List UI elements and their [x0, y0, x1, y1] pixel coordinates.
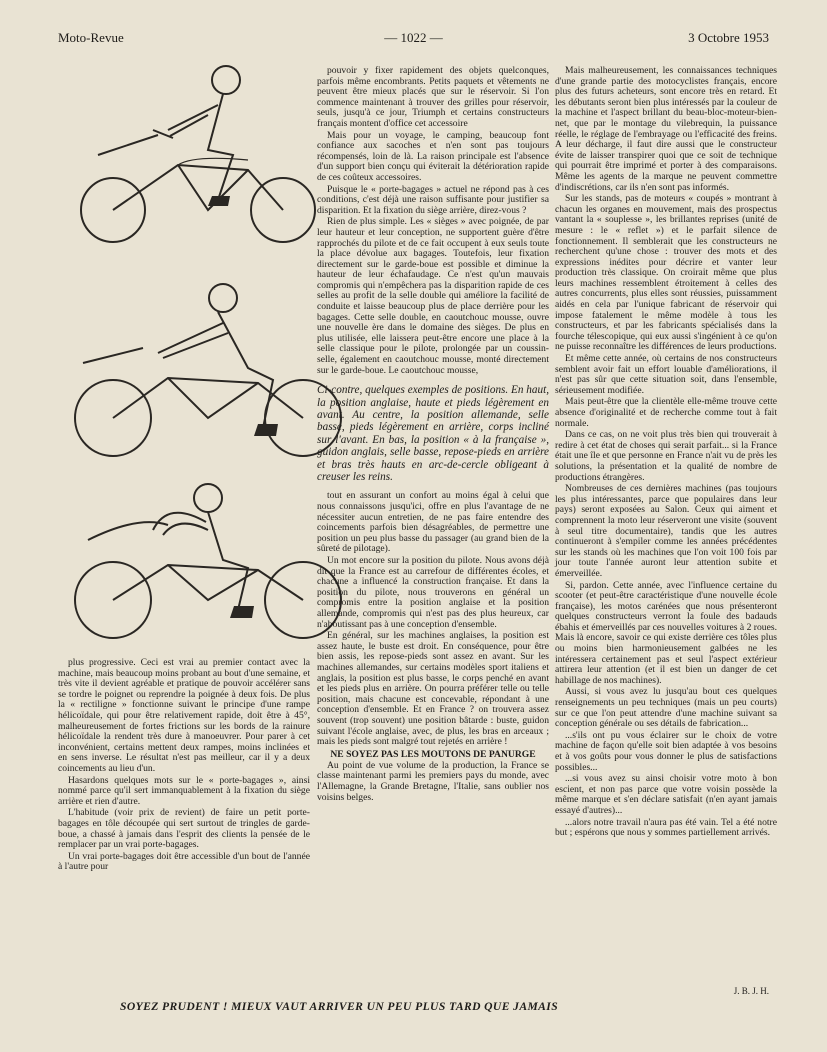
- paragraph: Aussi, si vous avez lu jusqu'au bout ces quelques renseignements un peu techniques (mais un peu courts) sur ce que l'on peut attendre d'une machine suivant sa conception générale ou ses détails de fabrication...: [555, 686, 777, 730]
- author-signature: J. B. J. H.: [733, 986, 769, 996]
- footer-slogan: SOYEZ PRUDENT ! MIEUX VAUT ARRIVER UN PEU PLUS TARD QUE JAMAIS: [120, 1000, 559, 1013]
- paragraph: Si, pardon. Cette année, avec l'influence certaine du scooter (et peut-être caractéristique d'une nouvelle école française), les motos carénées que nous présenteront quelques constructeurs verront la foule des badauds ébahis et émerveillés par ces nouvelles voitures à 2 roues. Mais là encore, savoir ce qui existe derrière ces tôles plus ou moins bien harmonieusement galbées ne les intéressera certainement pas et seul l'aspect extérieur attirera leur attention (et il est bien un danger de cet habillage de nos machines).: [555, 579, 777, 686]
- illustration-caption: Ci-contre, quelques exemples de positions. En haut, la position anglaise, haute et pieds légèrement en avant. Au centre, la position allemande, selle basse, pieds légèrement en arrière, corps incliné sur l'avant. En bas, la position « à la française », guidon anglais, selle basse, repose-pieds en arrière et bras très hauts en arc-de-cercle obligeant à creuser les reins.: [317, 384, 549, 484]
- paragraph: Mais peut-être que la clientèle elle-même trouve cette absence d'originalité et de recherche comme tout à fait normale.: [555, 396, 777, 429]
- paragraph: pouvoir y fixer rapidement des objets quelconques, parfois même encombrants. Petits paquets et vêtements ne peuvent être mieux placés que sur le réservoir. Si l'on commence maintenant à trouver des grilles pour réservoir, seuls, jusqu'à ce jour, Triumph et certains constructeurs français montent d'office cet accessoire: [317, 65, 549, 129]
- magazine-title: Moto-Revue: [58, 30, 124, 45]
- paragraph: Puisque le « porte-bagages » actuel ne répond pas à ces conditions, c'est déjà une raison suffisante pour justifier sa disparition. Et la fixation du siège arrière, direz-vous ?: [317, 183, 549, 216]
- rider-german-position-illustration: [58, 268, 348, 478]
- page-header: [58, 30, 769, 50]
- paragraph: Hasardons quelques mots sur le « porte-bagages », ainsi nommé parce qu'il sert immanquablement à la fixation du siège arrière et rien d'autre.: [58, 774, 310, 807]
- article-column-3: [555, 66, 777, 840]
- article-column-1: [58, 658, 310, 874]
- paragraph: ...si vous avez su ainsi choisir votre moto à bon escient, et non pas parce que votre voisin possède la même marque et s'en déclare satisfait (n'en ayant jamais essayé d'autres)...: [555, 773, 777, 816]
- rider-english-position-illustration: [58, 60, 348, 250]
- page-number: — 1022 —: [384, 30, 443, 45]
- issue-date: 3 Octobre 1953: [688, 30, 769, 45]
- paragraph: Au point de vue volume de la production, la France se classe maintenant parmi les premiers pays du monde, avec l'Allemagne, la Grande Bretagne, l'Italie, sans oublier nos voisins belges.: [317, 759, 549, 803]
- paragraph: Sur les stands, pas de moteurs « coupés » montrant à chacun les organes en mouvement, mais des prospectus vantant la « souplesse », les brillantes reprises (unité de mesure : le « reflet ») et le parfait silence de fonctionnement. Il semblerait que les constructeurs ne recherchent qu'une chose : trouver des mots et des expressions inédites pour décrire et vanter leur production très classique. On croirait même que plus leurs machines ressemblent étroitement à celles des autres concurrents, plus elles sont réussies, puissamment aidés en cela par l'unique fabricant de réservoir qui impose fatalement le même modèle à tous les constructeurs, et par les fabricants spécialisés dans la fourche télescopique, qui eux aussi s'ingénient à ce qu'on ne puisse reconnaître les différences de leurs productions.: [555, 193, 777, 353]
- paragraph: L'habitude (voir prix de revient) de faire un petit porte-bagages en tôle découpée qui sert surtout de tringles de garde-boue, a chassé à jamais dans l'esprit des clients la pensée de le remplacer par un vrai porte-bagages.: [58, 807, 310, 851]
- section-subheading: NE SOYEZ PAS LES MOUTONS DE PANURGE: [330, 748, 536, 760]
- paragraph: Un mot encore sur la position du pilote. Nous avons déjà dit que la France est au carrefour de différentes écoles, et chacune a influencé la construction française. Et dans la position du pilote, nous trouverons en général un compromis entre la position anglaise et la position allemande, compromis qui n'est pas des plus heureux, car n'aboutissant pas à une conception d'ensemble.: [317, 555, 549, 630]
- paragraph: plus progressive. Ceci est vrai au premier contact avec la machine, mais beaucoup moins probant au bout d'une semaine, et très vite il devient agréable et pratique de pouvoir accélérer sans se tordre le poignet ou reprendre la poignée à deux fois. De plus la « rectiligne » fonctionne suivant le principe d'une rampe hélicoïdale, qui pour être relativement rapide, doit être à 45°, malheureusement de fortes frictions sur les bords de la rainure hélicoïdale la rendent très dure à manoeuvrer. Pour parer à cet inconvénient, certains mettent deux rampes, moins inclinées et en sens inverse. Le résultat n'est pas meilleur, car il y a deux coincements au lieu d'un.: [58, 657, 310, 774]
- paragraph: Un vrai porte-bagages doit être accessible d'un bout de l'année à l'autre pour: [58, 850, 310, 873]
- article-column-2: [317, 66, 549, 804]
- paragraph: Mais malheureusement, les connaissances techniques d'une grande partie des motocyclistes français, encore plus des futurs acheteurs, sont encore très en retard. Et les débutants seront bien plus intéressés par la couleur de la machine et l'aspect brillant du beau-bloc-moteur-bien-net, que par le montage du vilebrequin, la puissance réelle, le réglage de l'embrayage ou l'efficacité des freins. A leur décharge, il faut dire aussi que le constructeur évite de laisser transpirer quoi que ce soit de technique qui pourrait être imprimé et porter à des comparaisons. Même les agents de la marque ne peuvent commettre d'indiscrétions, car ils n'en sont pas informés.: [555, 65, 777, 193]
- paragraph: Et même cette année, où certains de nos constructeurs semblent avoir fait un effort louable d'améliorations, il n'est pas sûr que cette situation soit, dans l'ensemble, sérieusement modifiée.: [555, 353, 777, 396]
- paragraph: En général, sur les machines anglaises, la position est assez haute, le buste est droit. En conséquence, pour être bien assis, les repose-pieds sont assez en avant. Sur les machines allemandes, sur certains modèles sport italiens et anglais, la position est plus basse, le corps penché en avant et les pieds plus en arrière. On pourra préférer telle ou telle position, mais chacune est concevable, répondant à une conception d'ensemble. Et en France ? on trouvera assez souvent (trop souvent) une position bâtarde : buste, guidon suivant l'école anglaise, avec, de plus, les bras en arceaux ; mais les pieds sont malgré tout rejetés en arrière !: [317, 630, 549, 748]
- paragraph: Mais pour un voyage, le camping, beaucoup font confiance aux sacoches et n'en sont pas toujours récompensés, loin de là. La raison principale est l'absence d'un support bien conçu qui éviterait la détérioration rapide de ces coûteux accessoires.: [317, 129, 549, 183]
- paragraph: Dans ce cas, on ne voit plus très bien qui trouverait à redire à cet état de choses qui serait parfait... si la France était une île et que personne en France n'ait vu de près les solutions, la présentation et la qualité de nombre de productions étrangères.: [555, 429, 777, 483]
- paragraph: ...s'ils ont pu vous éclairer sur le choix de votre machine de façon qu'elle soit bien adaptée à vos besoins et à vos goûts pour vous donner le plus de satisfactions possibles...: [555, 729, 777, 773]
- rider-french-position-illustration: [58, 480, 348, 660]
- paragraph: tout en assurant un confort au moins égal à celui que nous connaissons jusqu'ici, offre en plus l'avantage de ne nécessiter aucun entretien, de ne pas faire entendre des coincements parfois bien désagréables, de permettre une position un peu plus basse du passager (au grand bien de la sûreté de pilotage).: [317, 490, 549, 555]
- paragraph: ...alors notre travail n'aura pas été vain. Tel a été notre but ; espérons que nous y sommes partiellement arrivés.: [555, 816, 777, 839]
- paragraph: Rien de plus simple. Les « sièges » avec poignée, de par leur hauteur et leur conception, ne supportent guère d'être rapprochés du pilote et de ce fait occupent à eux seuls toute la place dévolue aux bagages. Toutefois, leur fixation directement sur le garde-boue est possible et diminue la hauteur de leur échafaudage. Ce n'est qu'un mauvais compromis qui n'empêchera pas la disparition rapide de ces selles au profit de la selle double qui améliore la facilité de conduite et laisse beaucoup plus de place derrière pour les bagages. Cette selle double, en caoutchouc mousse, ouvre une nouvelle ère dans le domaine des sièges. De plus en plus utilisée, elle laissera peut-être encore une place à la selle classique pour le pilote, prolongée par un coussin-selle, également en caoutchouc mousse, monté directement sur le garde-boue. Le caoutchouc mousse,: [317, 216, 549, 376]
- paragraph: Nombreuses de ces dernières machines (pas toujours les plus intéressantes, parce que populaires dans leur pays) seront exposées au Salon. Ceux qui aiment et comprennent la moto leur réserveront une visite (souvent à seul titre documentaire), tandis que les autres continueront à s'empiler comme les années précédentes sur les stands où les machines que l'on voit 100 fois par jour toute l'année auront leur attention subite et émerveillée.: [555, 483, 777, 579]
